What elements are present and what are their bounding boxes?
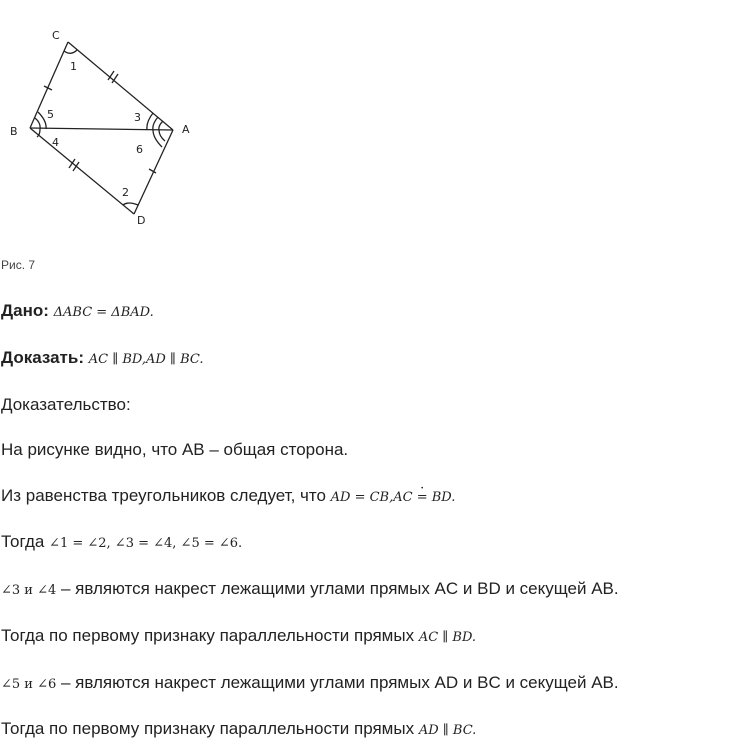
proof-line-7 [1,718,476,742]
proof-title: Доказательство: [1,395,131,414]
proof-line-5-expr: AC ∥ BD. [418,630,477,645]
angle-arc-a-5 [153,130,162,147]
proof-line-5-text: Тогда по первому признаку параллельности прямых [1,626,419,645]
angle-label-6: 6 [136,143,143,156]
vertex-label-d: D [137,214,146,227]
proof-line-5 [1,625,476,649]
angle-arc-d [123,203,138,205]
proof-line-3-expr: ∠1 = ∠2, ∠3 = ∠4, ∠5 = ∠6. [49,536,243,551]
given-line [1,300,154,324]
vertex-label-c: C [52,29,60,42]
proof-line-2-text: Из равенства треугольников следует, что [1,486,331,505]
proof-line-3-text: Тогда [1,532,50,551]
tick-bd-2 [73,162,79,171]
proof-line-2-equals: = · [417,490,428,505]
given-expression: ΔABC = ΔBAD. [53,305,154,320]
proof-line-7-text: Тогда по первому признаку параллельности прямых [1,719,419,738]
proof-line-2-expr-b: BD. [427,490,456,505]
given-label: Дано: [1,301,49,320]
prove-expression: AC ∥ BD,AD ∥ BC. [88,352,204,367]
proof-line-1: На рисунке видно, что AB – общая сторона. [1,440,349,459]
prove-line [1,347,203,371]
proof-line-6-text: – являются накрест лежащими углами прямых AD и BC и секущей AB. [56,673,619,692]
angle-label-1: 1 [70,60,77,73]
proof-line-7-expr: AD ∥ BC. [418,723,477,738]
proof-line-2-expr-a: AD = CB,AC [330,490,417,505]
segment-ba [30,128,173,130]
angle-label-5: 5 [47,108,54,121]
angle-label-3: 3 [134,111,141,124]
angle-label-2: 2 [122,186,129,199]
angle-arc-b-1 [35,118,40,129]
angle-arc-c [64,50,77,53]
vertex-label-a: A [182,123,190,136]
proof-line-2 [1,485,455,509]
proof-line-3 [1,531,242,555]
proof-line-6-expr: ∠5 и ∠6 [1,677,57,692]
proof-line-6 [1,672,619,696]
proof-line-4-text: – являются накрест лежащими углами прямых AC и BD и секущей AB. [56,579,619,598]
segment-bd [30,128,134,214]
angle-arc-a-2 [153,117,158,130]
proof-line-4-expr: ∠3 и ∠4 [1,583,57,598]
angle-arc-a-1 [159,121,163,130]
vertex-label-b: B [10,125,18,138]
angle-label-4: 4 [52,136,59,149]
figure-caption: Рис. 7 [1,258,36,272]
segment-ca [68,42,173,130]
geometry-figure [0,0,200,235]
angle-arc-b-2 [38,112,46,129]
proof-line-4 [1,578,619,602]
angle-arc-a-3 [147,113,153,130]
prove-label: Доказать: [1,348,84,367]
angle-arc-a-4 [159,130,165,141]
